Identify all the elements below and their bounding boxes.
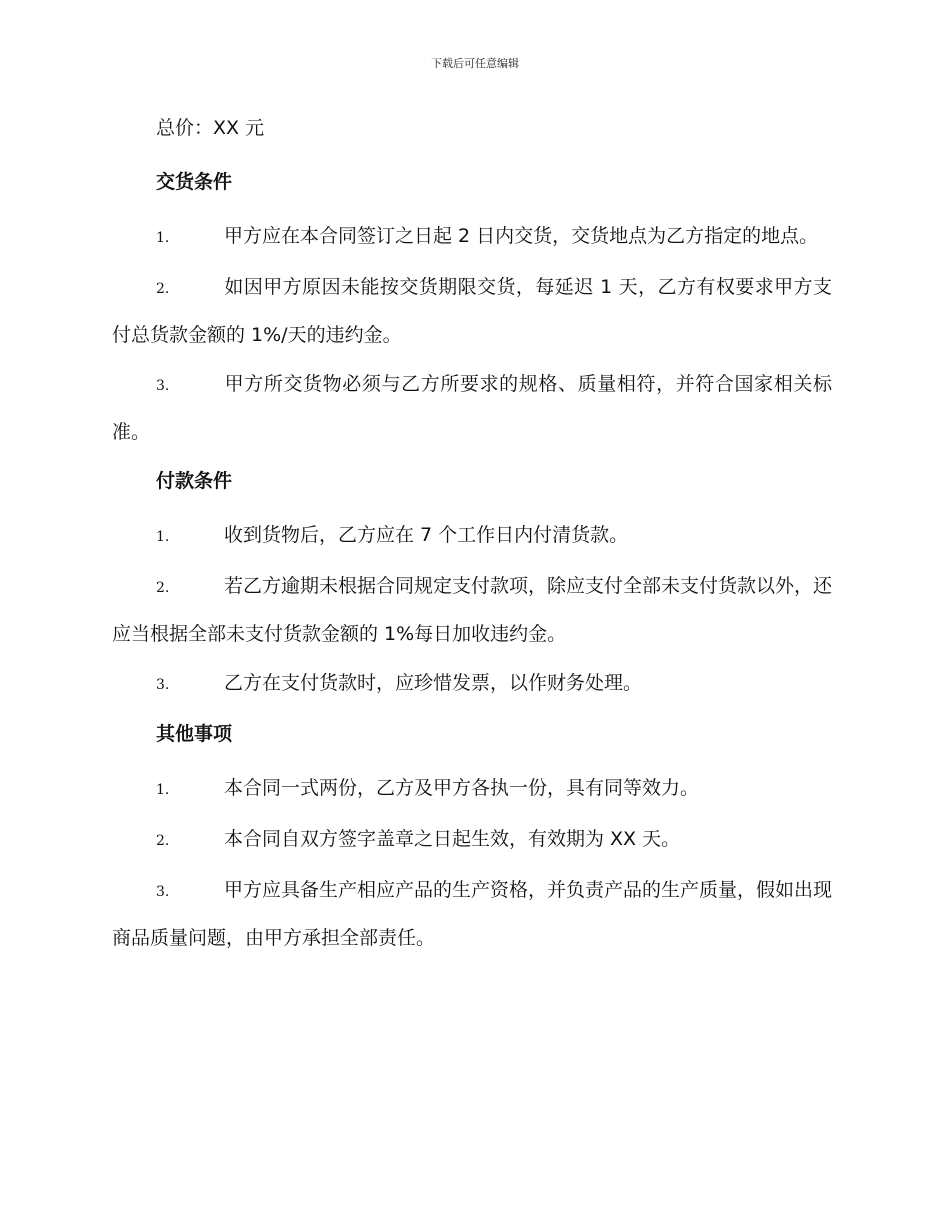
item-number: 2. (156, 833, 170, 849)
header-note: 下载后可任意编辑 (431, 57, 519, 70)
section-title-other: 其他事项 (156, 723, 233, 745)
list-item (112, 264, 832, 358)
item-text: 本合同自双方签字盖章之日起生效，有效期为 XX 天。 (224, 828, 681, 850)
item-number: 3. (156, 378, 170, 394)
list-item (112, 361, 832, 455)
list-item (112, 563, 832, 657)
list-item (112, 867, 832, 961)
item-number: 3. (156, 884, 170, 900)
list-item (112, 512, 832, 560)
item-text: 若乙方逾期未根据合同规定支付款项，除应支付全部未支付货款以外，还应当根据全部未支付货款金额的 1%每日加收违约金。 (112, 575, 833, 645)
item-text: 甲方应在本合同签订之日起 2 日内交货，交货地点为乙方指定的地点。 (224, 225, 819, 247)
list-item (112, 213, 832, 261)
section-title-delivery: 交货条件 (156, 171, 233, 193)
list-item (112, 765, 832, 813)
item-text: 如因甲方原因未能按交货期限交货，每延迟 1 天，乙方有权要求甲方支付总货款金额的 1%/天的违约金。 (112, 276, 832, 346)
item-number: 1. (156, 782, 170, 798)
item-number: 2. (156, 580, 170, 596)
section-title-payment: 付款条件 (156, 470, 233, 492)
item-number: 1. (156, 529, 170, 545)
document-body (112, 110, 832, 969)
list-item (112, 816, 832, 864)
item-number: 2. (156, 281, 170, 297)
item-text: 甲方所交货物必须与乙方所要求的规格、质量相符，并符合国家相关标准。 (112, 373, 832, 443)
item-text: 本合同一式两份，乙方及甲方各执一份，具有同等效力。 (224, 777, 700, 799)
item-number: 1. (156, 230, 170, 246)
total-price: 总价：XX 元 (156, 117, 265, 139)
item-text: 甲方应具备生产相应产品的生产资格，并负责产品的生产质量，假如出现商品质量问题，由甲方承担全部责任。 (112, 879, 833, 949)
item-text: 收到货物后，乙方应在 7 个工作日内付清货款。 (224, 524, 629, 546)
item-number: 3. (156, 677, 170, 693)
list-item (112, 660, 832, 708)
item-text: 乙方在支付货款时，应珍惜发票，以作财务处理。 (224, 672, 643, 694)
